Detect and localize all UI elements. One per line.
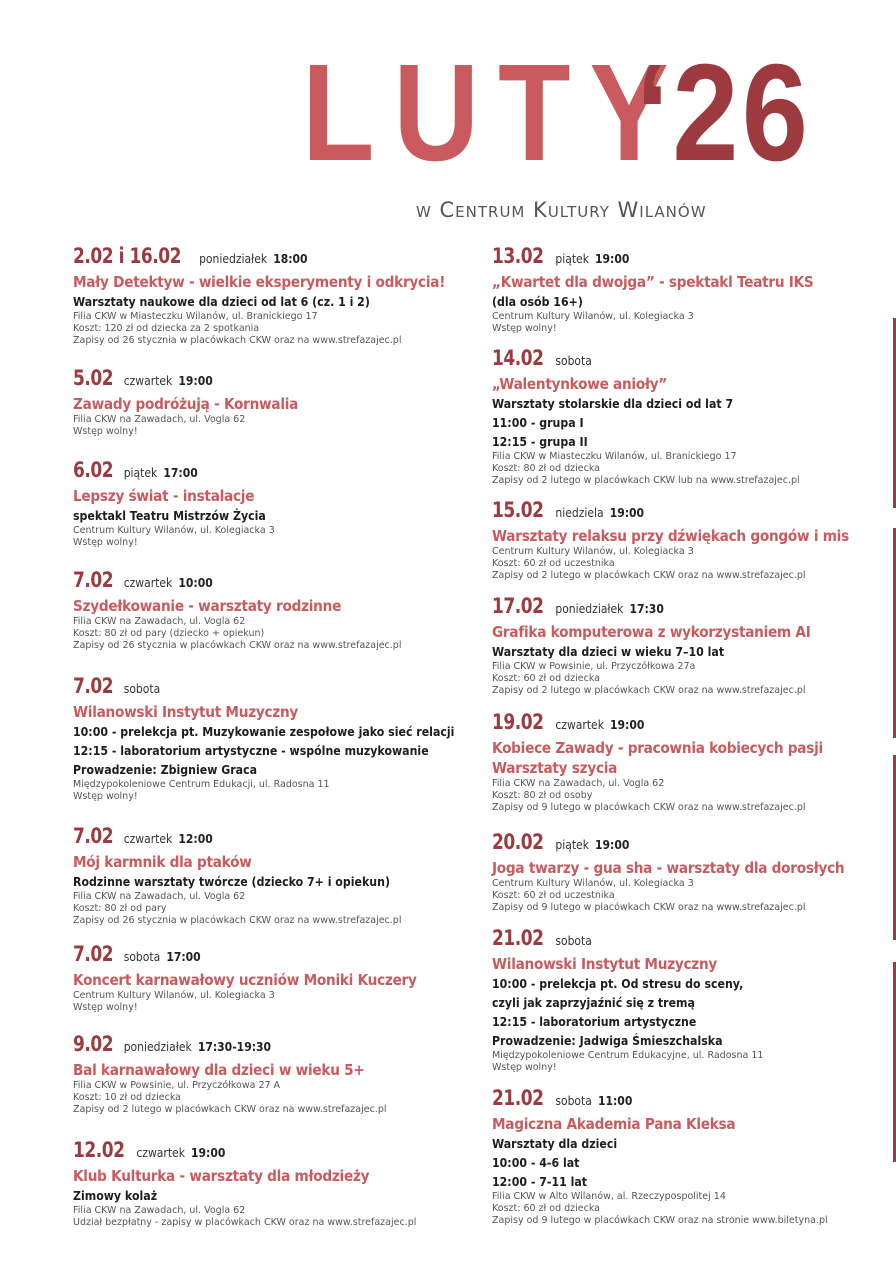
event-detail: Warsztaty naukowe dla dzieci od lat 6 (cz. 1 i 2) [73,294,370,309]
event-info: Międzypokoleniowe Centrum Edukacji, ul. Radosna 11 [73,779,330,790]
event-info: Centrum Kultury Wilanów, ul. Kolegiacka 3 [73,525,275,536]
event-title: Szydełkowanie - warsztaty rodzinne [73,597,342,615]
event-title: Magiczna Akademia Pana Kleksa [492,1115,736,1133]
event-time: 10:00 [178,576,213,590]
month-title: LUTY [302,36,688,190]
event-info: Centrum Kultury Wilanów, ul. Kolegiacka 3 [492,311,694,322]
event-detail: 12:15 - laboratorium artystyczne - wspólne muzykowanie [73,743,429,758]
event-title: Klub Kulturka - warsztaty dla młodzieży [73,1167,370,1185]
event-info: Wstęp wolny! [73,1002,138,1013]
event-day: niedziela [555,506,604,520]
event-date: 15.02 [492,498,544,522]
event-title: Mały Detektyw - wielkie eksperymenty i odkrycia! [73,273,446,291]
event-date-line [492,497,882,526]
event-info: Koszt: 120 zł od dziecka za 2 spotkania [73,323,260,334]
event-detail: Warsztaty dla dzieci w wieku 7–10 lat [492,644,725,659]
event-title: Wilanowski Instytut Muzyczny [73,703,299,721]
event-title: Joga twarzy - gua sha - warsztaty dla dorosłych [492,859,845,877]
event-info: Zapisy od 26 stycznia w placówkach CKW oraz na www.strefazajec.pl [73,335,402,346]
event-info: Zapisy od 2 lutego w placówkach CKW oraz na www.strefazajec.pl [73,1104,387,1115]
event-day: sobota [555,1094,592,1108]
event-title: Warsztaty szycia [492,759,618,777]
event-day: sobota [555,934,592,948]
event-detail: 12:15 - grupa II [492,434,588,449]
event-info: Wstęp wolny! [73,791,138,802]
event-detail: 12:15 - laboratorium artystyczne [492,1014,697,1029]
event-info: Międzypokoleniowe Centrum Edukacyjne, ul. Radosna 11 [492,1050,764,1061]
event-day: poniedziałek [555,602,624,616]
page-subtitle: w Centrum Kultury Wilanów [416,198,707,222]
event-item [492,243,882,335]
event-detail: Prowadzenie: Jadwiga Śmieszchalska [492,1033,723,1048]
event-title: Grafika komputerowa z wykorzystaniem AI [492,623,811,641]
event-date-line [73,567,473,596]
event-date-line [492,345,882,374]
event-info: Koszt: 60 zł od uczestnika [492,890,615,901]
event-item [492,1085,882,1227]
event-item [492,345,882,487]
event-day: sobota [123,950,161,964]
event-item [73,567,473,652]
event-info: Zapisy od 9 lutego w placówkach CKW oraz na www.strefazajec.pl [492,802,806,813]
event-day: czwartek [123,374,173,388]
event-item [73,673,473,803]
event-detail: Warsztaty dla dzieci [492,1136,618,1151]
event-date: 9.02 [73,1032,114,1056]
event-item [73,243,473,347]
event-time: 18:00 [273,252,308,266]
event-time: 12:00 [178,832,213,846]
event-day: czwartek [136,1146,185,1160]
event-item [492,925,882,1074]
event-day: czwartek [123,832,173,846]
event-day: poniedziałek [123,1040,192,1054]
event-time: 17:30-19:30 [197,1040,272,1054]
event-date: 2.02 i 16.02 [73,244,181,268]
event-title: Kobiece Zawady - pracownia kobiecych pasji [492,739,823,757]
event-detail: 10:00 - prelekcja pt. Od stresu do sceny, [492,976,744,991]
event-item [492,593,882,697]
event-title: Bal karnawałowy dla dzieci w wieku 5+ [73,1061,365,1079]
event-time: 19:00 [595,838,630,852]
event-date-line [73,941,473,970]
event-date: 12.02 [73,1138,125,1162]
event-time: 19:00 [595,252,630,266]
event-date-line [73,823,473,852]
event-date: 6.02 [73,458,114,482]
event-info: Centrum Kultury Wilanów, ul. Kolegiacka 3 [73,990,275,1001]
event-date: 17.02 [492,594,544,618]
event-info: Filia CKW na Zawadach, ul. Vogla 62 [73,616,246,627]
event-date-line [492,925,882,954]
event-info: Wstęp wolny! [73,426,138,437]
event-time: 19:00 [609,506,645,520]
event-info: Filia CKW na Zawadach, ul. Vogla 62 [73,891,246,902]
event-date: 14.02 [492,346,544,370]
event-item [73,457,473,549]
event-info: Koszt: 60 zł od dziecka [492,673,601,684]
event-day: piątek [123,466,158,480]
event-detail: 10:00 - prelekcja pt. Muzykowanie zespołowe jako sieć relacji [73,724,455,739]
event-info: Koszt: 80 zł od dziecka [492,463,601,474]
event-item [73,1137,473,1229]
event-item [492,497,882,582]
event-detail: Rodzinne warsztaty twórcze (dziecko 7+ i opiekun) [73,874,390,889]
event-info: Filia CKW na Zawadach, ul. Vogla 62 [73,414,246,425]
event-date-line [492,243,882,272]
event-day: piątek [555,838,589,852]
event-time: 11:00 [597,1094,633,1108]
event-date: 7.02 [73,674,114,698]
event-date-line [73,673,473,702]
event-detail: Warsztaty stolarskie dla dzieci od lat 7 [492,396,734,411]
event-day: piątek [555,252,589,266]
event-day: poniedziałek [199,252,268,266]
event-info: Koszt: 80 zł od pary (dziecko + opiekun) [73,628,265,639]
event-title: Koncert karnawałowy uczniów Moniki Kuczery [73,971,417,989]
event-date: 13.02 [492,244,544,268]
event-info: Zapisy od 2 lutego w placówkach CKW lub na www.strefazajec.pl [492,475,800,486]
event-date: 7.02 [73,568,114,592]
event-date-line [492,829,882,858]
event-date: 19.02 [492,710,544,734]
event-detail: 10:00 - 4-6 lat [492,1155,580,1170]
event-time: 19:00 [610,718,645,732]
event-time: 19:00 [178,374,213,388]
event-item [492,829,882,914]
event-date-line [73,365,473,394]
event-day: czwartek [123,576,173,590]
event-title: Warsztaty relaksu przy dźwiękach gongów i mis [492,527,849,545]
event-date-line [73,243,473,272]
event-time: 19:00 [191,1146,226,1160]
event-time: 17:00 [163,466,198,480]
event-title: Mój karmnik dla ptaków [73,853,252,871]
event-time: 17:00 [166,950,201,964]
event-info: Centrum Kultury Wilanów, ul. Kolegiacka 3 [492,546,694,557]
event-detail: Prowadzenie: Zbigniew Graca [73,762,258,777]
event-title: „Kwartet dla dwojga” - spektakl Teatru IKS [492,273,814,291]
event-info: Koszt: 10 zł od dziecka [73,1092,182,1103]
event-info: Koszt: 80 zł od osoby [492,790,593,801]
event-info: Filia CKW w Alto Wilanów, al. Rzeczypospolitej 14 [492,1191,726,1202]
event-info: Zapisy od 26 stycznia w placówkach CKW oraz na www.strefazajec.pl [73,640,402,651]
event-detail: spektakl Teatru Mistrzów Życia [73,508,266,523]
event-detail: 11:00 - grupa I [492,415,584,430]
event-date-line [73,1031,473,1060]
event-day: czwartek [555,718,604,732]
event-info: Filia CKW w Powsinie, ul. Przyczółkowa 27 A [73,1080,281,1091]
event-detail: (dla osób 16+) [492,294,583,309]
event-info: Filia CKW na Zawadach, ul. Vogla 62 [492,778,665,789]
event-info: Filia CKW w Miasteczku Wilanów, ul. Branickiego 17 [73,311,318,322]
event-day: sobota [123,682,161,696]
event-info: Wstęp wolny! [492,1062,557,1073]
event-info: Centrum Kultury Wilanów, ul. Kolegiacka 3 [492,878,694,889]
year-title: ‘26 [636,36,812,190]
event-detail: czyli jak zaprzyjaźnić się z tremą [492,995,695,1010]
event-date-line [73,457,473,486]
event-day: sobota [555,354,592,368]
event-date-line [492,709,882,738]
event-info: Zapisy od 2 lutego w placówkach CKW oraz na www.strefazajec.pl [492,570,806,581]
event-title: Wilanowski Instytut Muzyczny [492,955,718,973]
event-date: 7.02 [73,824,114,848]
event-time: 17:30 [629,602,664,616]
event-date-line [492,1085,882,1114]
event-info: Filia CKW w Miasteczku Wilanów, ul. Branickiego 17 [492,451,737,462]
event-date-line [73,1137,473,1166]
event-date: 7.02 [73,942,114,966]
event-date: 20.02 [492,830,544,854]
event-item [73,941,473,1014]
event-item [492,709,882,814]
event-info: Zapisy od 2 lutego w placówkach CKW oraz na www.strefazajec.pl [492,685,806,696]
event-info: Zapisy od 26 stycznia w placówkach CKW oraz na www.strefazajec.pl [73,915,402,926]
event-date: 21.02 [492,1086,544,1110]
event-info: Zapisy od 9 lutego w placówkach CKW oraz na www.strefazajec.pl [492,902,806,913]
event-info: Wstęp wolny! [492,323,557,334]
event-info: Udział bezpłatny - zapisy w placówkach CKW oraz na www.strefazajec.pl [73,1217,417,1228]
event-date: 21.02 [492,926,544,950]
event-info: Filia CKW w Powsinie, ul. Przyczółkowa 27a [492,661,696,672]
event-detail: Zimowy kolaż [73,1188,158,1203]
event-info: Wstęp wolny! [73,537,138,548]
event-item [73,1031,473,1116]
event-title: Lepszy świat - instalacje [73,487,255,505]
event-title: „Walentynkowe anioły” [492,375,668,393]
event-info: Zapisy od 9 lutego w placówkach CKW oraz na stronie www.biletyna.pl [492,1215,828,1226]
event-date: 5.02 [73,366,114,390]
event-info: Koszt: 60 zł od dziecka [492,1203,601,1214]
event-detail: 12:00 - 7-11 lat [492,1174,588,1189]
event-title: Zawady podróżują - Kornwalia [73,395,299,413]
event-date-line [492,593,882,622]
event-item [73,365,473,438]
event-info: Filia CKW na Zawadach, ul. Vogla 62 [73,1205,246,1216]
event-info: Koszt: 60 zł od uczestnika [492,558,615,569]
event-item [73,823,473,927]
event-info: Koszt: 80 zł od pary [73,903,167,914]
